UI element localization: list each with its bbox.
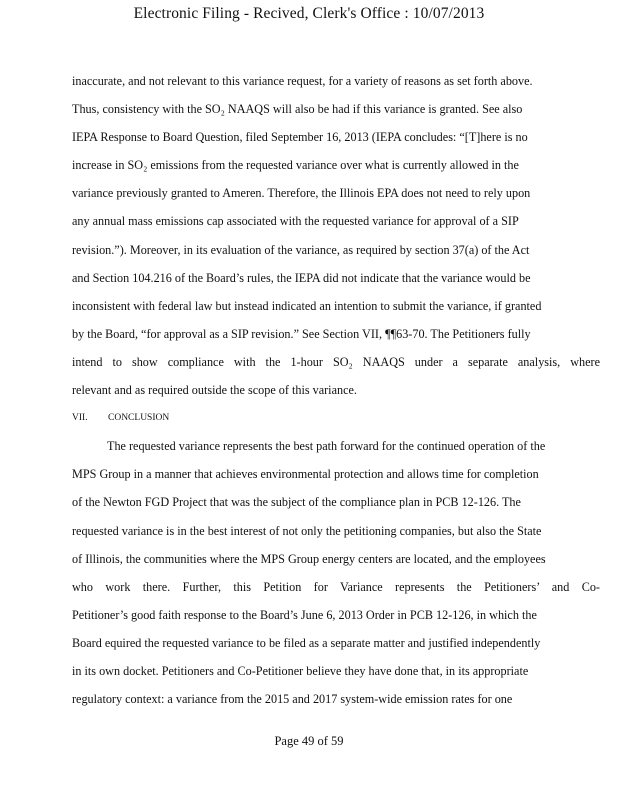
- page-number: Page 49 of 59: [274, 734, 344, 748]
- section-title: CONCLUSION: [108, 413, 170, 424]
- electronic-filing-header: Electronic Filing - Recived, Clerk's Office : 10/07/2013: [133, 5, 485, 22]
- body-line: inaccurate, and not relevant to this variance request, for a variety of reasons as set forth above.: [72, 74, 533, 88]
- body-line: relevant and as required outside the scope of this variance.: [72, 383, 357, 398]
- body-line: variance previously granted to Ameren. Therefore, the Illinois EPA does not need to rely upon: [72, 186, 531, 201]
- body-line: intend to show compliance with the 1-hour SO₂ NAAQS under a separate analysis, where: [72, 354, 600, 369]
- body-line: Petitioner’s good faith response to the Board’s June 6, 2013 Order in PCB 12-126, in which the: [72, 607, 537, 622]
- body-line: by the Board, “for approval as a SIP revision.” See Section VII, ¶¶63-70. The Petitioners fully: [72, 326, 531, 341]
- body-line: revision.”). Moreover, in its evaluation of the variance, as required by section 37(a) of the Act: [72, 242, 530, 257]
- body-line: Board equired the requested variance to be filed as a separate matter and justified independently: [72, 635, 541, 650]
- section-number: VII.: [72, 413, 88, 424]
- body-line: and Section 104.216 of the Board’s rules, the IEPA did not indicate that the variance would be: [72, 270, 531, 285]
- body-line: MPS Group in a manner that achieves environmental protection and allows time for completion: [72, 467, 539, 482]
- body-line: requested variance is in the best interest of not only the petitioning companies, but also the State: [72, 523, 542, 538]
- body-line: The requested variance represents the best path forward for the continued operation of the: [107, 439, 546, 454]
- body-line: increase in SO₂ emissions from the requested variance over what is currently allowed in the: [72, 158, 519, 173]
- body-line: any annual mass emissions cap associated with the requested variance for approval of a SIP: [72, 214, 519, 229]
- body-line: Thus, consistency with the SO₂ NAAQS will also be had if this variance is granted. See also: [72, 102, 523, 117]
- body-line: IEPA Response to Board Question, filed September 16, 2013 (IEPA concludes: “[T]here is no: [72, 130, 528, 145]
- body-line: who work there. Further, this Petition for Variance represents the Petitioners’ and Co-: [72, 579, 600, 594]
- document-body: [72, 67, 600, 713]
- section-heading: [72, 404, 600, 432]
- body-line: in its own docket. Petitioners and Co-Petitioner believe they have done that, in its appropriate: [72, 663, 529, 678]
- body-line: of Illinois, the communities where the MPS Group energy centers are located, and the employees: [72, 551, 546, 566]
- body-line: inconsistent with federal law but instead indicated an intention to submit the variance, if granted: [72, 298, 542, 313]
- body-line: of the Newton FGD Project that was the subject of the compliance plan in PCB 12-126. The: [72, 495, 521, 510]
- body-line: regulatory context: a variance from the 2015 and 2017 system-wide emission rates for one: [72, 692, 513, 707]
